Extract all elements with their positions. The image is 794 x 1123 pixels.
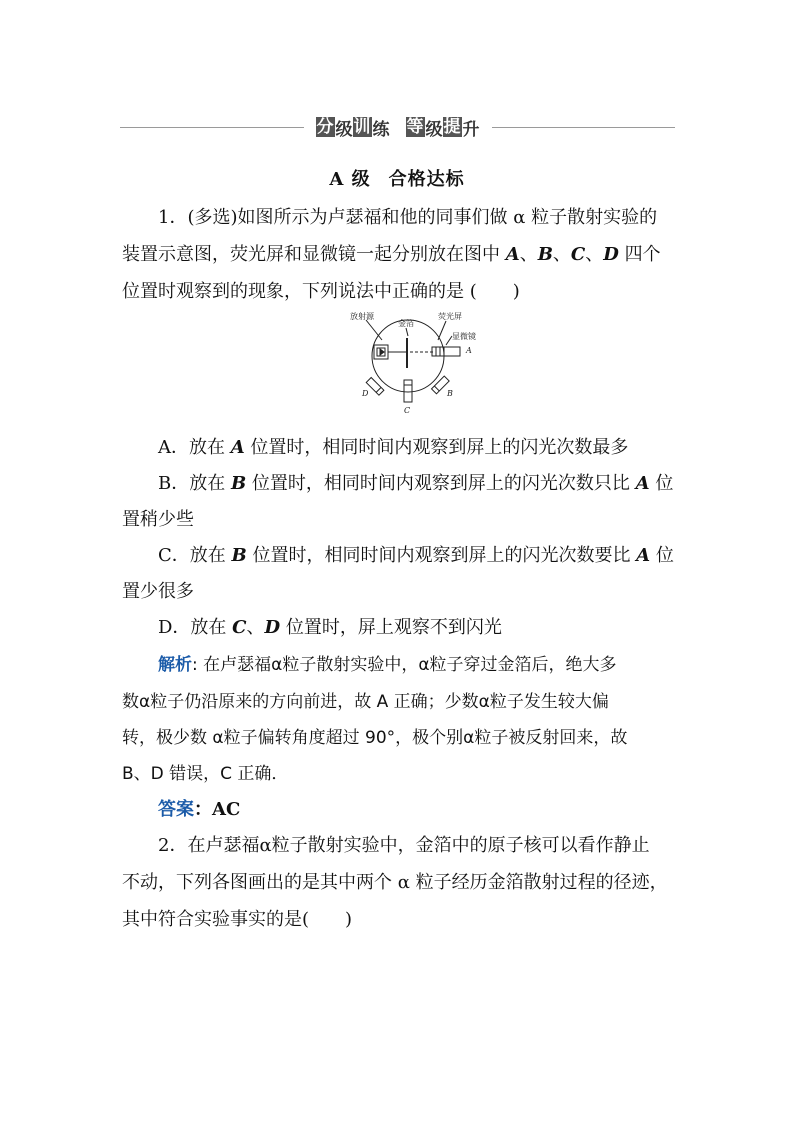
option-c: C．放在 B 位置时，相同时间内观察到屏上的闪光次数要比 A 位 <box>158 545 674 566</box>
fig-label-screen: 荧光屏 <box>438 312 462 321</box>
banner-rule-left <box>120 127 304 128</box>
fig-label-source: 放射源 <box>350 312 374 321</box>
banner-rule-right <box>492 127 676 128</box>
answer-line <box>158 795 240 821</box>
option-b: B．放在 B 位置时，相同时间内观察到屏上的闪光次数只比 A 位 <box>158 473 674 494</box>
fig-label-C: C <box>404 406 411 415</box>
q1-line-1: 1．(多选)如图所示为卢瑟福和他的同事们做 α 粒子散射实验的 <box>158 207 658 228</box>
q2-line-1: 2．在卢瑟福α粒子散射实验中，金箔中的原子核可以看作静止 <box>158 835 650 856</box>
fig-label-B: B <box>447 389 453 398</box>
q1-line-3: 位置时观察到的现象，下列说法中正确的是 ( ) <box>122 281 520 302</box>
option-b-cont: 置稍少些 <box>122 509 194 530</box>
banner-right-title: 等 级 提 升 <box>406 117 480 140</box>
option-d: D．放在 C、D 位置时，屏上观察不到闪光 <box>158 617 502 638</box>
fig-label-foil: 金箔 <box>398 319 414 328</box>
analysis-line-4: B、D 错误，C 正确． <box>122 764 289 784</box>
fig-label-A: A <box>466 346 472 355</box>
analysis-line-3: 转，极少数 α粒子偏转角度超过 90°，极个别α粒子被反射回来，故 <box>122 728 628 748</box>
fig-label-D: D <box>362 389 369 398</box>
analysis-line-1: 解析: 在卢瑟福α粒子散射实验中，α粒子穿过金箔后，绝大多 <box>158 655 617 675</box>
analysis-label: 解析 <box>158 655 192 675</box>
fig-label-scope: 显微镜 <box>452 332 476 341</box>
answer-value: ：AC <box>194 799 241 820</box>
scattering-apparatus-figure <box>348 308 498 418</box>
option-c-cont: 置少很多 <box>122 581 194 602</box>
level-heading: A 级 合格达标 <box>329 169 465 190</box>
section-banner <box>120 114 675 140</box>
q2-line-2: 不动，下列各图画出的是其中两个 α 粒子经历金箔散射过程的径迹， <box>122 872 668 893</box>
answer-label: 答案 <box>158 799 194 820</box>
q1-line-2: 装置示意图，荧光屏和显微镜一起分别放在图中 A、B、C、D 四个 <box>122 244 661 265</box>
option-a: A．放在 A 位置时，相同时间内观察到屏上的闪光次数最多 <box>158 437 629 458</box>
analysis-line-2: 数α粒子仍沿原来的方向前进，故 A 正确；少数α粒子发生较大偏 <box>122 692 609 712</box>
banner-left-title: 分 级 训 练 <box>316 117 390 140</box>
q2-line-3: 其中符合实验事实的是( ) <box>122 909 353 930</box>
